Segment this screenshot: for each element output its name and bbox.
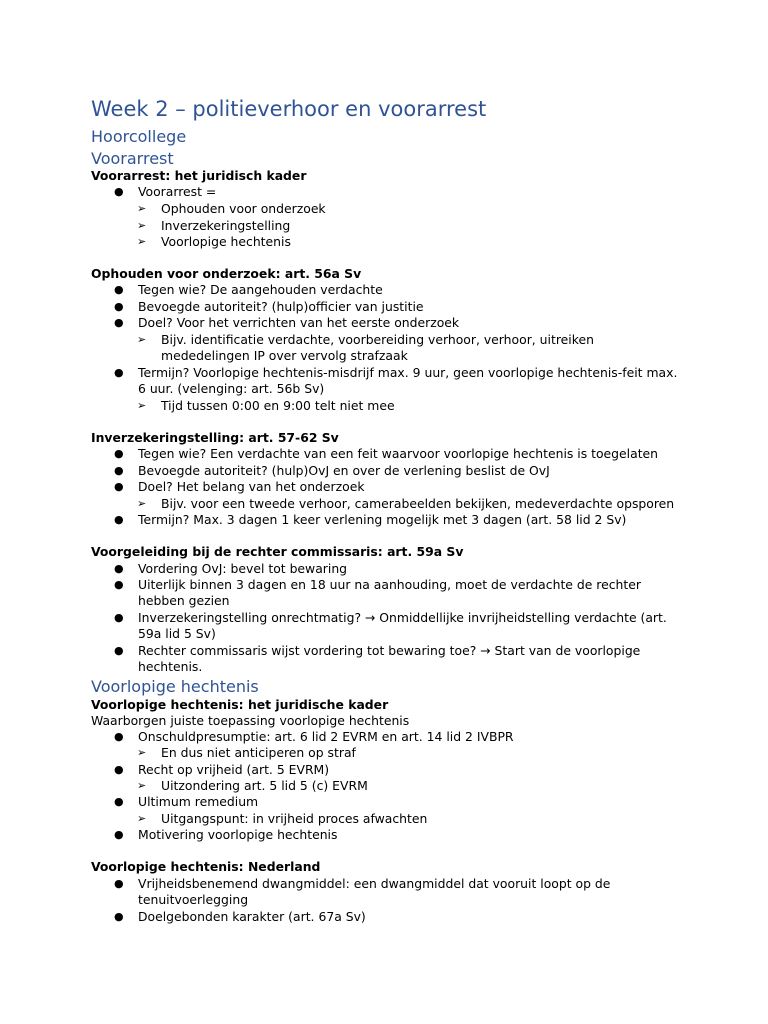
bullet-icon: ● xyxy=(114,828,124,841)
list-item: ● Ultimum remedium xyxy=(114,794,259,809)
bullet-icon: ● xyxy=(114,611,124,624)
bullet-icon: ● xyxy=(114,283,124,296)
arrow-bullet-icon: ➢ xyxy=(137,399,147,412)
list-item: ● Doel? Het belang van het onderzoek xyxy=(114,479,365,494)
bullet-icon: ● xyxy=(114,644,124,657)
bullet-icon: ● xyxy=(114,480,124,493)
bullet-icon: ● xyxy=(114,185,124,198)
paragraph: Waarborgen juiste toepassing voorlopige hechtenis xyxy=(91,713,410,728)
arrow-bullet-icon: ➢ xyxy=(137,746,147,759)
bullet-icon: ● xyxy=(114,763,124,776)
sub-list-item: ➢ Ophouden voor onderzoek xyxy=(137,201,326,216)
bullet-icon: ● xyxy=(114,366,124,379)
list-item: ● Recht op vrijheid (art. 5 EVRM) xyxy=(114,762,330,777)
list-item: ● Rechter commissaris wijst vordering tot bewaring toe? → Start van de voorlopige hechtenis. xyxy=(114,643,641,675)
list-item: ● Inverzekeringstelling onrechtmatig? → Onmiddellijke invrijheidstelling verdachte (art. 59a lid 5 Sv) xyxy=(114,610,667,642)
list-item: ● Bevoegde autoriteit? (hulp)officier van justitie xyxy=(114,299,424,314)
sub-list-item: ➢ En dus niet anticiperen op straf xyxy=(137,745,356,760)
arrow-bullet-icon: ➢ xyxy=(137,235,147,248)
bullet-icon: ● xyxy=(114,562,124,575)
sub-list-item: ➢ Bijv. voor een tweede verhoor, camerabeelden bekijken, medeverdachte opsporen xyxy=(137,496,675,511)
list-item: ● Tegen wie? De aangehouden verdachte xyxy=(114,282,383,297)
sub-list-item: ➢ Uitgangspunt: in vrijheid proces afwachten xyxy=(137,811,428,826)
bullet-icon: ● xyxy=(114,877,124,890)
bullet-icon: ● xyxy=(114,464,124,477)
arrow-bullet-icon: ➢ xyxy=(137,202,147,215)
sub-list-item: ➢ Bijv. identificatie verdachte, voorbereiding verhoor, verhoor, uitreiken mededelingen IP over vervolg strafzaak xyxy=(137,332,594,364)
list-item: ● Vordering OvJ: bevel tot bewaring xyxy=(114,561,348,576)
bullet-icon: ● xyxy=(114,316,124,329)
arrow-bullet-icon: ➢ xyxy=(137,333,147,346)
arrow-bullet-icon: ➢ xyxy=(137,779,147,792)
sub-list-item: ➢ Inverzekeringstelling xyxy=(137,218,291,233)
arrow-bullet-icon: ➢ xyxy=(137,812,147,825)
list-item: ● Termijn? Max. 3 dagen 1 keer verlening mogelijk met 3 dagen (art. 58 lid 2 Sv) xyxy=(114,512,627,527)
section-heading: Inverzekeringstelling: art. 57-62 Sv xyxy=(91,430,339,445)
bullet-icon: ● xyxy=(114,447,124,460)
section-heading: Voorlopige hechtenis: Nederland xyxy=(91,859,321,874)
list-item: ● Doelgebonden karakter (art. 67a Sv) xyxy=(114,909,366,924)
list-item: ● Vrijheidsbenemend dwangmiddel: een dwangmiddel dat vooruit loopt op de tenuitvoerlegging xyxy=(114,876,611,908)
list-item: ● Onschuldpresumptie: art. 6 lid 2 EVRM en art. 14 lid 2 IVBPR xyxy=(114,729,514,744)
page-title: Week 2 – politieverhoor en voorarrest xyxy=(91,97,487,121)
arrow-bullet-icon: ➢ xyxy=(137,219,147,232)
list-item: ● Doel? Voor het verrichten van het eerste onderzoek xyxy=(114,315,460,330)
list-item: ● Uiterlijk binnen 3 dagen en 18 uur na aanhouding, moet de verdachte de rechter hebben gezien xyxy=(114,577,641,609)
arrow-bullet-icon: ➢ xyxy=(137,497,147,510)
section-heading: Voorarrest: het juridisch kader xyxy=(91,168,307,183)
list-item: ● Motivering voorlopige hechtenis xyxy=(114,827,338,842)
heading-hoorcollege: Hoorcollege xyxy=(91,127,187,146)
bullet-icon: ● xyxy=(114,910,124,923)
sub-list-item: ➢ Uitzondering art. 5 lid 5 (c) EVRM xyxy=(137,778,368,793)
list-item: ● Tegen wie? Een verdachte van een feit waarvoor voorlopige hechtenis is toegelaten xyxy=(114,446,659,461)
heading-voorarrest: Voorarrest xyxy=(91,149,174,168)
bullet-icon: ● xyxy=(114,513,124,526)
section-heading: Voorgeleiding bij de rechter commissaris: art. 59a Sv xyxy=(91,544,464,559)
sub-list-item: ➢ Voorlopige hechtenis xyxy=(137,234,291,249)
list-item: ● Termijn? Voorlopige hechtenis-misdrijf max. 9 uur, geen voorlopige hechtenis-feit max. 6 uur. (velenging: art. 56b Sv) xyxy=(114,365,678,397)
list-item: ● Bevoegde autoriteit? (hulp)OvJ en over de verlening beslist de OvJ xyxy=(114,463,550,478)
bullet-icon: ● xyxy=(114,795,124,808)
section-heading: Voorlopige hechtenis: het juridische kader xyxy=(91,697,389,712)
sub-list-item: ➢ Tijd tussen 0:00 en 9:00 telt niet mee xyxy=(137,398,395,413)
bullet-icon: ● xyxy=(114,578,124,591)
list-item: ● Voorarrest = xyxy=(114,184,217,199)
section-heading: Ophouden voor onderzoek: art. 56a Sv xyxy=(91,266,362,281)
heading-voorlopige-hechtenis: Voorlopige hechtenis xyxy=(91,677,259,696)
bullet-icon: ● xyxy=(114,730,124,743)
bullet-icon: ● xyxy=(114,300,124,313)
